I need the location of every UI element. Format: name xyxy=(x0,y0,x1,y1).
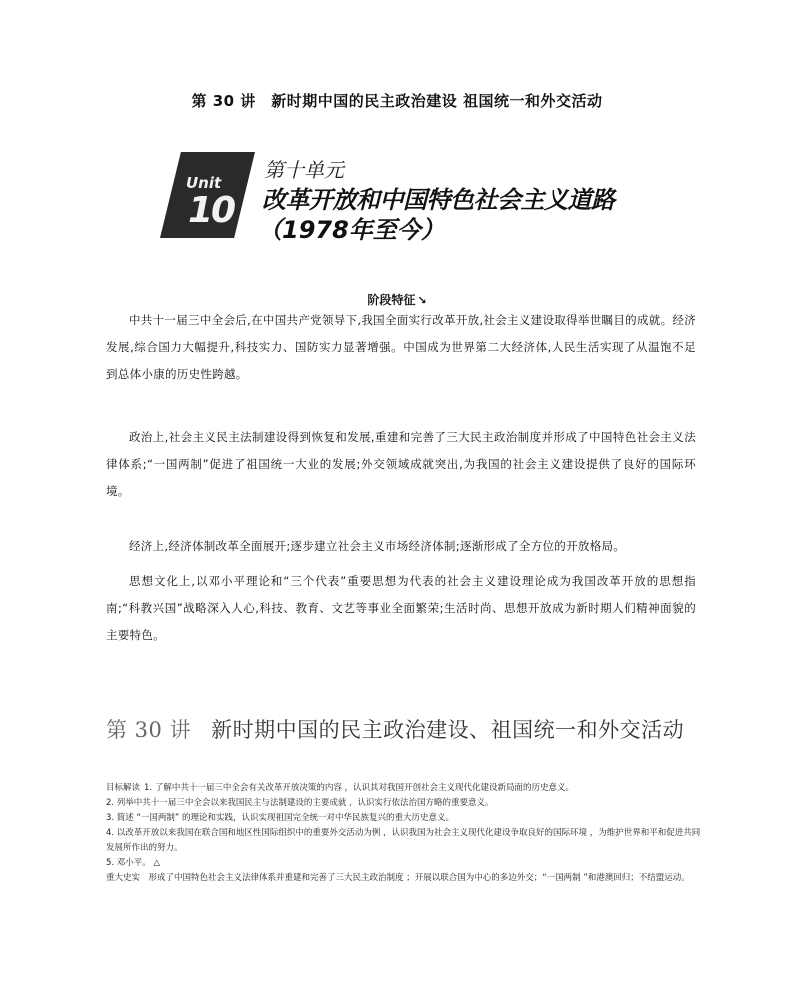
lesson-number: 第 30 讲 xyxy=(106,718,192,742)
outline-text: 重大史实 形成了中国特色社会主义法律体系并重建和完善了三大民主政治制度 ；开展以联合国为中心的多边外交；“一国两制 ”和港澳回归；不结盟运动。 xyxy=(106,873,690,883)
paragraph-3: 经济上,经济体制改革全面展开;逐步建立社会主义市场经济体制;逐渐形成了全方位的开放格局。 xyxy=(129,539,626,553)
unit-word: Unit xyxy=(186,174,222,192)
stage-heading-text: 阶段特征 xyxy=(367,293,416,307)
document-title: 第 30 讲 新时期中国的民主政治建设 祖国统一和外交活动 xyxy=(191,92,603,110)
paragraph-1: 中共十一届三中全会后,在中国共产党领导下,我国全面实行改革开放,社会主义建设取得举世瞩目的成就。经济发展,综合国力大幅提升,科技实力、国防实力显著增强。中国成为世界第二大经济体,人民生活实现了从温饱不足到总体小康的历史性跨越。 xyxy=(106,313,696,381)
stage-heading xyxy=(0,291,794,308)
arrow-down-right-icon: ↘ xyxy=(417,294,427,307)
goal-item: 目标解读 1. 了解中共十一届三中全会有关改革开放决策的内容 ，认识其对我国开创社会主义现代化建设新局面的历史意义。 xyxy=(106,783,575,793)
paragraph-2: 政治上,社会主义民主法制建设得到恢复和发展,重建和完善了三大民主政治制度并形成了中国特色社会主义法律体系;“一国两制”促进了祖国统一大业的发展;外交领域成就突出,为我国的社会主义建设提供了良好的国际环境。 xyxy=(106,430,696,498)
unit-subtitle: 改革开放和中国特色社会主义道路 xyxy=(262,186,615,214)
goal-item: 3. 简述 “一国两制” 的理论和实践，认识实现祖国完全统一对中华民族复兴的重大历史意义。 xyxy=(106,813,455,823)
unit-years: （1978年至今） xyxy=(258,216,445,244)
unit-label: 第十单元 xyxy=(264,158,344,182)
goals-block xyxy=(106,781,706,886)
goal-item: 4. 以改革开放以来我国在联合国和地区性国际组织中的重要外交活动为例 ，认识我国为社会主义现代化建设争取良好的国际环境 ，为维护世界和平和促进共同发展所作出的努力。 xyxy=(106,828,701,853)
unit-number: 10 xyxy=(188,190,235,231)
unit-banner xyxy=(160,152,640,242)
goal-item: 2. 列举中共十一届三中全会以来我国民主与法制建设的主要成就 ，认识实行依法治国方略的重要意义。 xyxy=(106,798,494,808)
paragraph-4: 思想文化上,以邓小平理论和“三个代表”重要思想为代表的社会主义建设理论成为我国改革开放的思想指南;“科教兴国”战略深入人心,科技、教育、文艺等事业全面繁荣;生活时尚、思想开放成为新时期人们精神面貌的主要特色。 xyxy=(106,574,696,642)
goals-label: 目标解读 xyxy=(106,783,141,793)
lesson-title xyxy=(106,714,746,744)
lesson-title-text: 新时期中国的民主政治建设、祖国统一和外交活动 xyxy=(211,718,685,742)
goal-item: 5. 邓小平。 △ xyxy=(106,858,161,868)
